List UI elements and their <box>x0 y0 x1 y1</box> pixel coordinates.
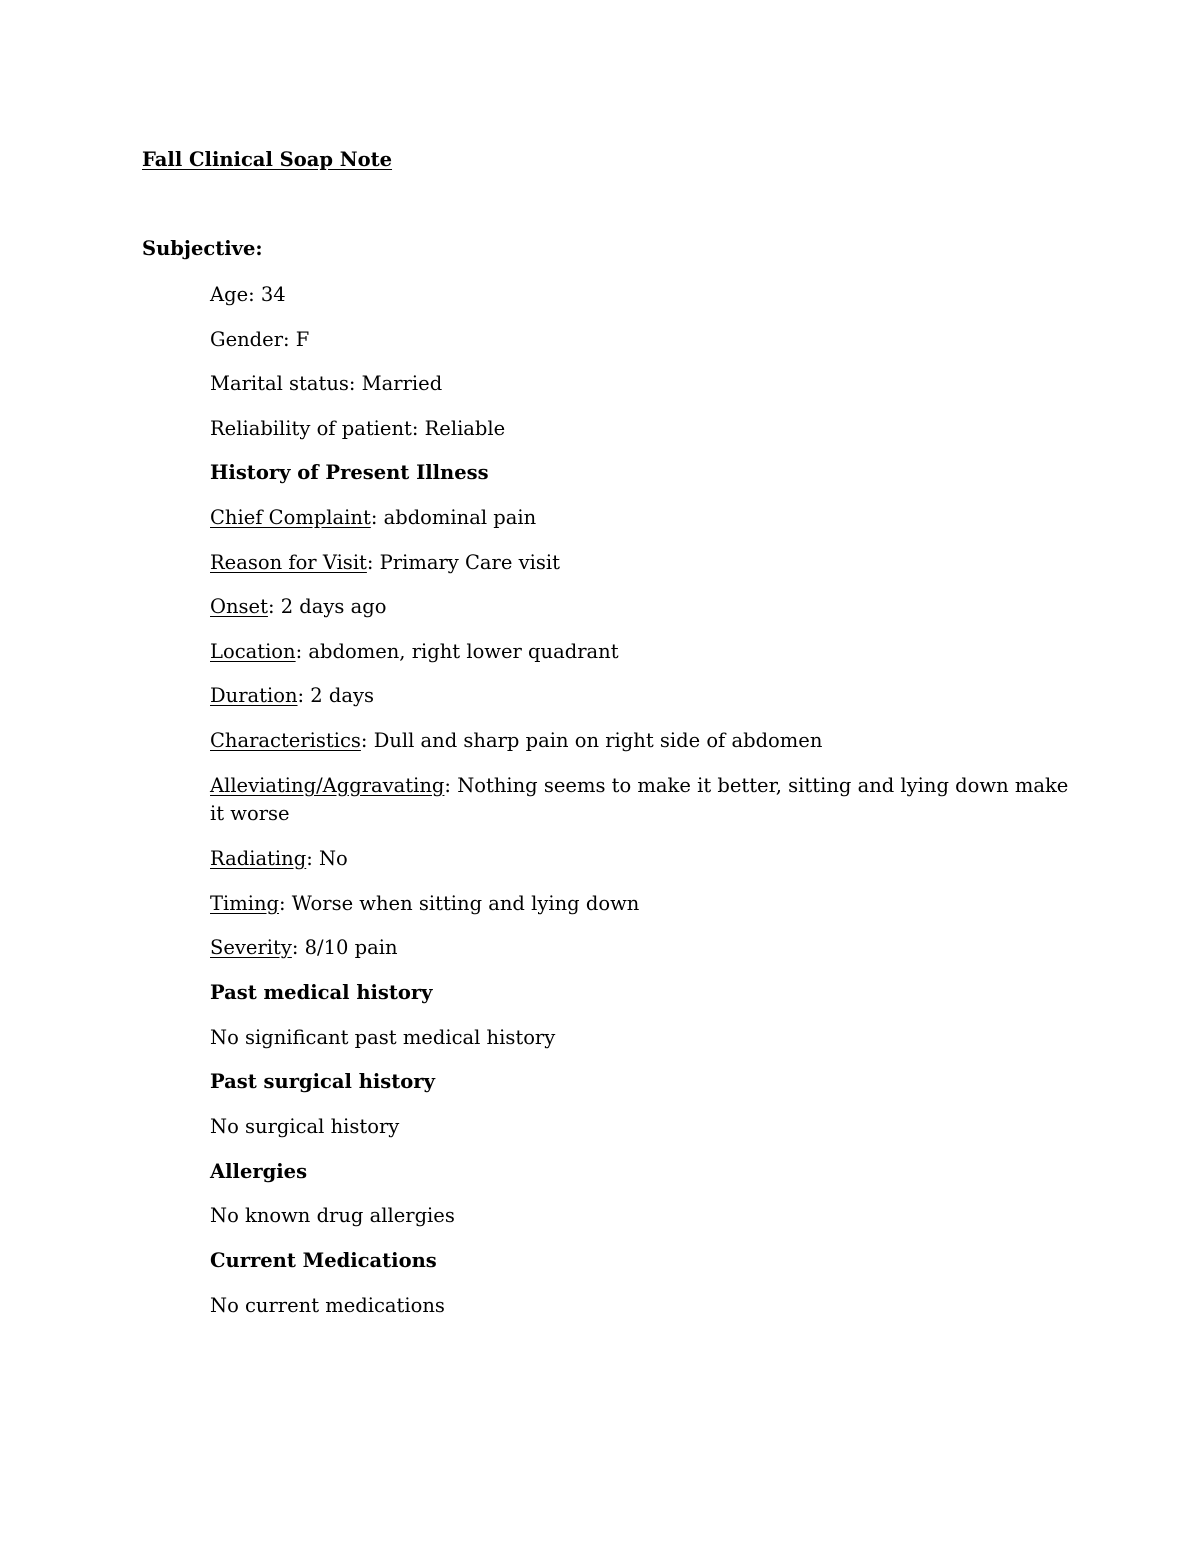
field-value: : Dull and sharp pain on right side of abdomen <box>360 729 823 752</box>
age-line: Age: 34 <box>210 283 286 306</box>
radiating-line <box>210 845 348 873</box>
field-value: : Nothing seems to make it better, sitting and lying down make it worse <box>210 774 1069 825</box>
past-surgical-heading: Past surgical history <box>210 1070 435 1093</box>
field-value: : 2 days ago <box>267 595 387 618</box>
field-value: : abdomen, right lower quadrant <box>295 640 619 663</box>
past-surgical-text: No surgical history <box>210 1115 400 1138</box>
medications-text: No current medications <box>210 1294 445 1317</box>
document-title: Fall Clinical Soap Note <box>142 148 393 171</box>
location-line <box>210 638 619 666</box>
field-label: Characteristics <box>210 729 361 752</box>
section-heading-subjective: Subjective: <box>142 237 263 260</box>
reliability-line: Reliability of patient: Reliable <box>210 417 506 440</box>
timing-line <box>210 890 639 918</box>
severity-line <box>210 934 398 962</box>
field-label: Location <box>210 640 296 663</box>
chief-complaint-line <box>210 504 536 532</box>
reason-for-visit-line <box>210 549 560 577</box>
field-label: Duration <box>210 684 298 707</box>
field-label: Chief Complaint <box>210 506 371 529</box>
allergies-heading: Allergies <box>210 1160 308 1183</box>
past-medical-heading: Past medical history <box>210 981 433 1004</box>
alleviating-aggravating-line <box>210 772 1070 828</box>
marital-status-line: Marital status: Married <box>210 372 443 395</box>
field-value: : Primary Care visit <box>366 551 560 574</box>
gender-line: Gender: F <box>210 328 310 351</box>
field-label: Onset <box>210 595 268 618</box>
field-value: : 2 days <box>297 684 375 707</box>
field-label: Severity <box>210 936 292 959</box>
field-label: Radiating <box>210 847 307 870</box>
onset-line <box>210 593 387 621</box>
hpi-heading: History of Present Illness <box>210 461 489 484</box>
field-value: : No <box>306 847 348 870</box>
field-label: Alleviating/Aggravating <box>210 774 445 797</box>
field-label: Reason for Visit <box>210 551 367 574</box>
field-value: : abdominal pain <box>370 506 537 529</box>
field-label: Timing <box>210 892 280 915</box>
field-value: : Worse when sitting and lying down <box>279 892 640 915</box>
characteristics-line <box>210 727 822 755</box>
allergies-text: No known drug allergies <box>210 1204 455 1227</box>
field-value: : 8/10 pain <box>291 936 398 959</box>
past-medical-text: No significant past medical history <box>210 1026 556 1049</box>
medications-heading: Current Medications <box>210 1249 437 1272</box>
duration-line <box>210 682 374 710</box>
